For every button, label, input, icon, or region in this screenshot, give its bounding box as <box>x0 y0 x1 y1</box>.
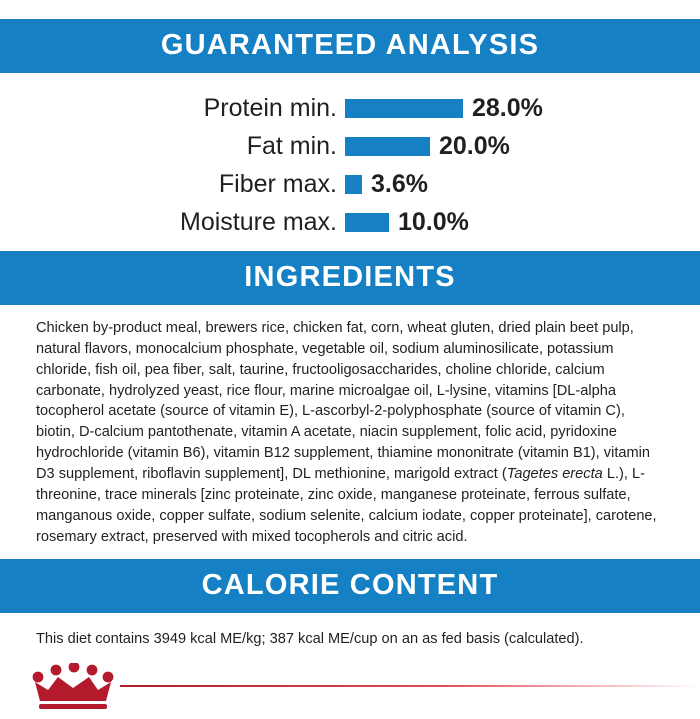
table-row <box>0 127 700 165</box>
ingredients-text-part-1: Chicken by-product meal, brewers rice, chicken fat, corn, wheat gluten, dried plain beet pulp, natural flavors, monocalcium phosphate, vegetable oil, sodium aluminosilicate, potassium chloride, fish oil, pea fiber, salt, taurine, fructooligosaccharides, choline chloride, calcium carbonate, hydrolyzed yeast, rice flour, marine microalgae oil, L-lysine, vitamins [DL-alpha tocopherol acetate (source of vitamin E), L-ascorbyl-2-polyphosphate (source of vitamin C), biotin, D-calcium pantothenate, vitamin A acetate, niacin supplement, folic acid, pyridoxine hydrochloride (vitamin B6), vitamin B12 supplement, thiamine mononitrate (vitamin B1), vitamin D3 supplement, riboflavin supplement], DL methionine, marigold extract ( <box>36 320 651 483</box>
ga-value: 28.0% <box>472 93 543 122</box>
ingredients-text-part-2: L.), L-threonine, trace minerals [zinc proteinate, zinc oxide, manganese proteinate, ferrous sulfate, manganous oxide, copper sulfate, sodium selenite, calcium iodate, copper proteinate], carotene, rosemary extract, preserved with mixed tocopherols and citric acid. <box>36 466 657 545</box>
ga-label: Fiber max. <box>218 169 337 198</box>
royal-canin-crown-icon <box>28 663 114 715</box>
ga-bar <box>345 137 430 156</box>
table-row <box>0 89 700 127</box>
nutrition-panel <box>0 19 700 719</box>
calorie-content-header: CALORIE CONTENT <box>0 559 700 613</box>
ga-value: 10.0% <box>398 207 469 236</box>
ingredients-header: INGREDIENTS <box>0 251 700 305</box>
footer-divider <box>120 685 700 687</box>
ga-label: Protein min. <box>203 93 337 122</box>
ga-bar <box>345 213 389 232</box>
ga-label: Fat min. <box>246 131 337 160</box>
guaranteed-analysis-rows <box>0 73 700 251</box>
table-row <box>0 165 700 203</box>
ga-bar <box>345 99 463 118</box>
footer <box>0 659 700 719</box>
ga-bar <box>345 175 362 194</box>
ga-label: Moisture max. <box>180 207 337 236</box>
ga-value: 20.0% <box>439 131 510 160</box>
calorie-content-text: This diet contains 3949 kcal ME/kg; 387 kcal ME/cup on an as fed basis (calculated). <box>36 631 584 648</box>
ingredients-scientific-name: Tagetes erecta <box>506 466 603 483</box>
guaranteed-analysis-header: GUARANTEED ANALYSIS <box>0 19 700 73</box>
table-row <box>0 203 700 241</box>
ingredients-text <box>0 305 700 559</box>
ga-value: 3.6% <box>371 169 428 198</box>
